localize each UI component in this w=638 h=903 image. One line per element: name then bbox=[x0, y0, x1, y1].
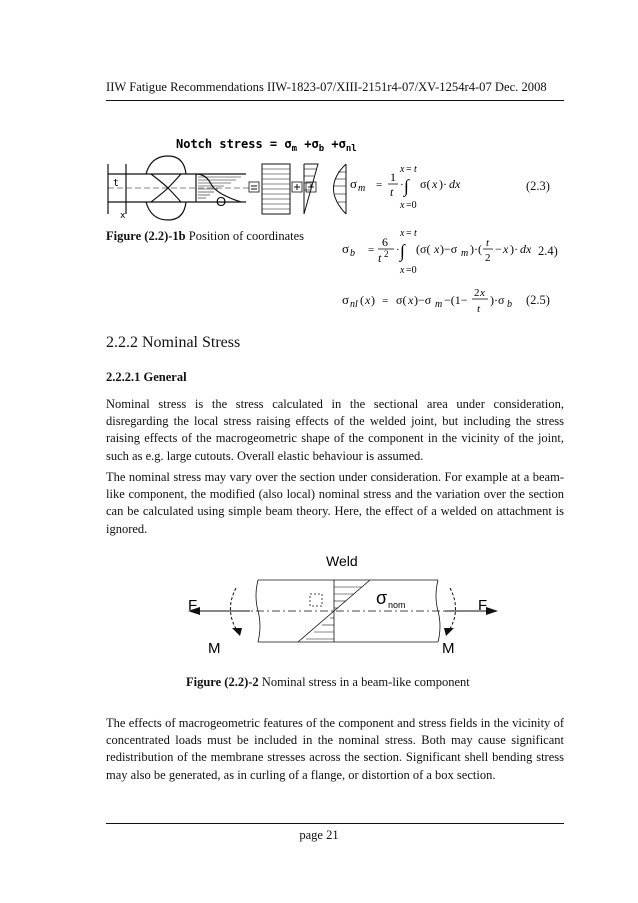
figure-beam bbox=[180, 548, 500, 663]
svg-text:∫: ∫ bbox=[400, 241, 405, 261]
svg-text:=: = bbox=[368, 244, 375, 256]
figure-coordinates bbox=[106, 134, 357, 229]
svg-text:m: m bbox=[358, 183, 366, 194]
sigma-symbol: σ bbox=[376, 588, 388, 608]
sigma-subscript: nom bbox=[388, 600, 406, 610]
svg-text:x: x bbox=[400, 265, 405, 276]
svg-text:·: · bbox=[396, 244, 400, 256]
svg-text:=0: =0 bbox=[406, 265, 417, 276]
svg-text:)·: )· bbox=[439, 177, 447, 191]
paragraph-1: Nominal stress is the stress calculated in the sectional area under consideration, disregarding the local stress raising effects of the welded joint, but including the stress raising effects of the macrogeometric shape of the component in the vicinity of the joint, such as e.g. large cutouts. Overall elastic behaviour is assumed. bbox=[106, 397, 564, 463]
svg-text:)−σ: )−σ bbox=[440, 242, 458, 256]
svg-text:m: m bbox=[461, 248, 469, 259]
svg-text:x: x bbox=[365, 293, 371, 307]
svg-text:2: 2 bbox=[474, 287, 480, 299]
svg-text:t: t bbox=[486, 237, 490, 249]
running-header: IIW Fatigue Recommendations IIW-1823-07/XIII-2151r4-07/XV-1254r4-07 Dec. 2008 bbox=[106, 80, 547, 94]
svg-text:): ) bbox=[371, 293, 375, 307]
weld-label: Weld bbox=[326, 553, 358, 569]
svg-text:1: 1 bbox=[390, 170, 396, 184]
svg-text:dx: dx bbox=[449, 177, 461, 191]
svg-text:=: = bbox=[406, 164, 412, 175]
svg-text:x: x bbox=[480, 287, 485, 299]
equation-2-5-number: (2.5) bbox=[526, 293, 550, 307]
svg-text:−: − bbox=[495, 242, 502, 256]
svg-text:t: t bbox=[414, 228, 417, 239]
svg-text:dx: dx bbox=[520, 242, 532, 256]
svg-text:b: b bbox=[350, 248, 355, 259]
svg-text:x: x bbox=[408, 293, 414, 307]
svg-text:x: x bbox=[432, 177, 438, 191]
notch-stress-title: Notch stress = $\sigma_m +\sigma_b +\sigma_{nl}$ bbox=[176, 137, 357, 154]
svg-text:)·: )· bbox=[510, 242, 518, 256]
svg-text:−(1−: −(1− bbox=[444, 293, 468, 307]
page-number: page 21 bbox=[299, 828, 339, 842]
svg-text:·: · bbox=[400, 179, 404, 191]
subsection-title: 2.2.2.1 General bbox=[106, 370, 187, 384]
svg-text:m: m bbox=[435, 299, 443, 310]
svg-text:σ: σ bbox=[342, 241, 350, 256]
paragraph-3: The effects of macrogeometric features of the component and stress fields in the vicinity of concentrated loads must be included in the nominal stress. Both may cause significant redistribution of the membrane stresses across the section. Significant shell bending stress may also be generated, as in curling of a flange, or distortion of a box section. bbox=[106, 716, 564, 782]
svg-text:=0: =0 bbox=[406, 200, 417, 211]
svg-text:)·σ: )·σ bbox=[490, 293, 505, 307]
moment-label-right: M bbox=[442, 640, 455, 657]
svg-text:=: = bbox=[382, 295, 389, 307]
svg-text:σ(: σ( bbox=[396, 293, 407, 307]
equation-2-4-math bbox=[340, 226, 564, 276]
label-x: x bbox=[120, 211, 126, 221]
paragraph-2: The nominal stress may vary over the section under consideration. For example at a beam-like component, the modified (also local) nominal stress and the variation over the section can be calculated using simple beam theory. Here, the effect of a welded on attachment is ignored. bbox=[106, 470, 564, 536]
figure1-caption: Figure (2.2)-1b Position of coordinates bbox=[106, 229, 305, 243]
svg-text:t: t bbox=[378, 251, 382, 265]
equation-2-4 bbox=[340, 226, 564, 276]
svg-text:=: = bbox=[376, 179, 383, 191]
svg-text:(σ(: (σ( bbox=[416, 242, 431, 256]
force-label-left: F bbox=[188, 597, 198, 614]
svg-text:2: 2 bbox=[485, 252, 491, 264]
svg-text:=: = bbox=[406, 228, 412, 239]
svg-text:6: 6 bbox=[382, 235, 388, 249]
equation-2-4-number: 2.4) bbox=[538, 244, 558, 258]
svg-text:t: t bbox=[390, 185, 394, 199]
svg-text:x: x bbox=[503, 242, 509, 256]
moment-label-left: M bbox=[208, 640, 221, 657]
svg-text:)−σ: )−σ bbox=[414, 293, 432, 307]
section-title: 2.2.2 Nominal Stress bbox=[106, 334, 241, 351]
svg-text:σ(: σ( bbox=[420, 177, 431, 191]
svg-text:x: x bbox=[400, 164, 405, 175]
svg-text:)·(: )·( bbox=[470, 242, 482, 256]
svg-text:nl: nl bbox=[350, 299, 358, 310]
svg-text:x: x bbox=[400, 200, 405, 211]
footer-rule bbox=[106, 823, 564, 824]
svg-text:σ: σ bbox=[350, 176, 358, 191]
equation-2-3-number: (2.3) bbox=[526, 179, 550, 193]
svg-text:∫: ∫ bbox=[404, 176, 409, 196]
svg-text:t: t bbox=[414, 164, 417, 175]
svg-text:t: t bbox=[477, 303, 481, 315]
header-rule bbox=[106, 100, 564, 101]
figure2-caption: Figure (2.2)-2 Nominal stress in a beam-like component bbox=[186, 675, 470, 689]
svg-text:x: x bbox=[434, 242, 440, 256]
svg-text:(: ( bbox=[360, 293, 364, 307]
force-label-right: F bbox=[478, 597, 488, 614]
figure-coordinates-drawing bbox=[106, 134, 357, 229]
label-origin: O bbox=[216, 194, 227, 209]
svg-text:σ: σ bbox=[342, 292, 350, 307]
svg-text:b: b bbox=[507, 299, 512, 310]
label-t: t bbox=[113, 178, 120, 189]
svg-text:x: x bbox=[400, 228, 405, 239]
svg-text:2: 2 bbox=[384, 249, 389, 259]
figure-beam-drawing bbox=[180, 548, 500, 663]
